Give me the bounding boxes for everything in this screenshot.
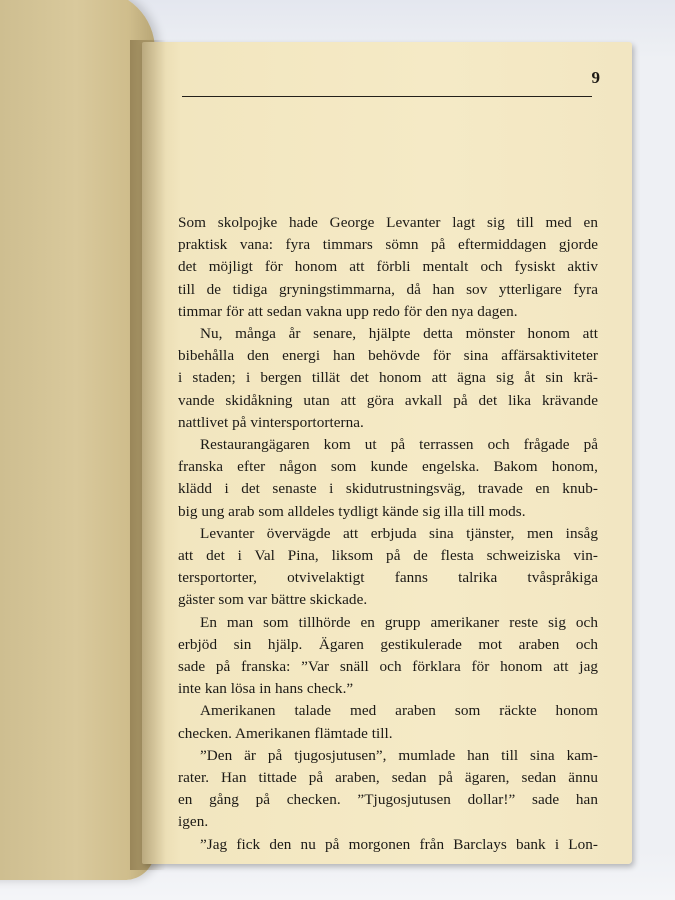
text-line: praktisk vana: fyra timmars sömn på eftermiddagen gjorde — [178, 236, 598, 254]
header-rule — [182, 96, 592, 97]
text-line: till de tidiga gryningstimmarna, då han sov ytterligare fyra — [178, 280, 598, 298]
paragraph-3 — [178, 434, 598, 523]
text-line: en gång på checken. ”Tjugosjutusen dollar!” sade han — [178, 791, 598, 809]
text-line: erbjöd sin hjälp. Ägaren gestikulerade mot araben och — [178, 635, 598, 653]
text-line: ”Den är på tjugosjutusen”, mumlade han till sina kam- — [200, 746, 598, 764]
text-line: Restaurangägaren kom ut på terrassen och frågade på — [200, 436, 598, 454]
paragraph-7 — [178, 745, 598, 834]
text-line: En man som tillhörde en grupp amerikaner reste sig och — [200, 613, 598, 631]
body-text — [178, 212, 598, 856]
text-line: inte kan lösa in hans check.” — [178, 680, 354, 698]
paragraph-6 — [178, 700, 598, 744]
text-line: rater. Han tittade på araben, sedan på ägaren, sedan ännu — [178, 769, 598, 787]
text-line: igen. — [178, 813, 209, 831]
text-line: att det i Val Pina, liksom på de flesta schweiziska vin- — [178, 547, 598, 565]
text-line: checken. Amerikanen flämtade till. — [178, 724, 393, 742]
text-line: tersportorter, otvivelaktigt fanns talrika tvåspråkiga — [178, 569, 598, 587]
paragraph-8 — [178, 834, 598, 856]
text-line: klädd i det senaste i skidutrustningsväg, travade en knub- — [178, 480, 598, 498]
text-line: vande skidåkning utan att göra avkall på det lika krävande — [178, 391, 598, 409]
paragraph-1 — [178, 212, 598, 323]
text-line: timmar för att sedan vakna upp redo för den nya dagen. — [178, 302, 518, 320]
text-line: det möjligt för honom att förbli mentalt och fysiskt aktiv — [178, 258, 598, 276]
text-line: Levanter övervägde att erbjuda sina tjänster, men insåg — [200, 524, 598, 542]
text-line: ”Jag fick den nu på morgonen från Barclays bank i Lon- — [200, 835, 598, 853]
page-number: 9 — [591, 68, 600, 87]
text-line: sade på franska: ”Var snäll och förklara för honom att jag — [178, 658, 598, 676]
text-line: gäster som var bättre skickade. — [178, 591, 368, 609]
text-line: big ung arab som alldeles tydligt kände sig illa till mods. — [178, 502, 526, 520]
text-line: nattlivet på vintersportorterna. — [178, 413, 364, 431]
text-line: Nu, många år senare, hjälpte detta mönster honom att — [200, 325, 598, 343]
text-line: bibehålla den energi han behövde för sina affärsaktiviteter — [178, 347, 598, 365]
gutter-shadow — [130, 40, 166, 870]
text-line: franska efter någon som kunde engelska. Bakom honom, — [178, 458, 598, 476]
text-line: i staden; i bergen tillät det honom att ägna sig åt sin krä- — [178, 369, 598, 387]
paragraph-2 — [178, 323, 598, 434]
paragraph-5 — [178, 612, 598, 701]
paragraph-4 — [178, 523, 598, 612]
text-line: Som skolpojke hade George Levanter lagt sig till med en — [178, 214, 598, 231]
text-line: Amerikanen talade med araben som räckte honom — [200, 702, 598, 720]
